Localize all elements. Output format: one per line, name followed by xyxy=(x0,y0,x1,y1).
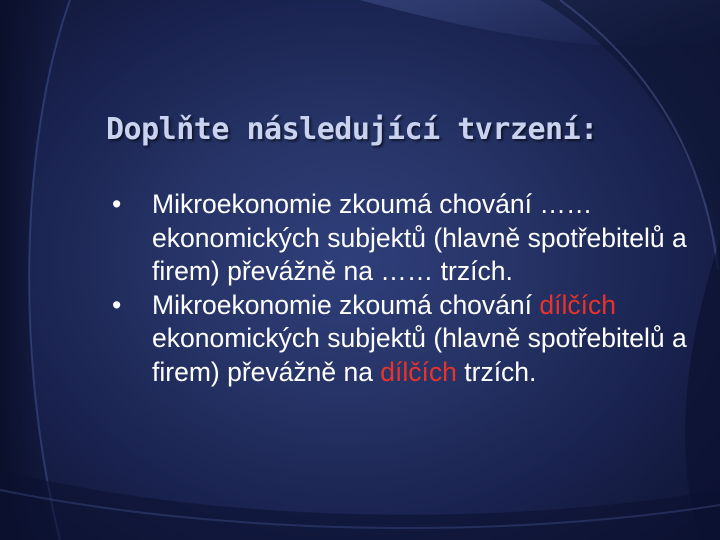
bullet-dot-icon: • xyxy=(112,289,122,320)
highlighted-word: dílčích xyxy=(539,289,616,320)
left-arc-shape xyxy=(0,0,70,540)
highlighted-word: dílčích xyxy=(380,356,457,387)
bullet-item-1 xyxy=(104,188,704,289)
slide-title: Doplňte následující tvrzení: xyxy=(106,112,598,147)
bottom-swoosh xyxy=(0,470,720,540)
bullet-text: Mikroekonomie zkoumá chování …… ekonomických subjektů (hlavně spotřebitelů a firem) převážně na …… trzích. xyxy=(152,189,687,286)
bullet-dot-icon: • xyxy=(112,189,122,219)
bullet-text-part: ekonomických subjektů (hlavně spotřebitelů a firem) převážně na xyxy=(152,323,687,387)
bullet-text-part: trzích. xyxy=(456,356,537,387)
bullet-text-part: Mikroekonomie zkoumá chování xyxy=(152,289,540,320)
bullet-item-2 xyxy=(104,289,704,390)
bullet-list xyxy=(104,188,704,389)
